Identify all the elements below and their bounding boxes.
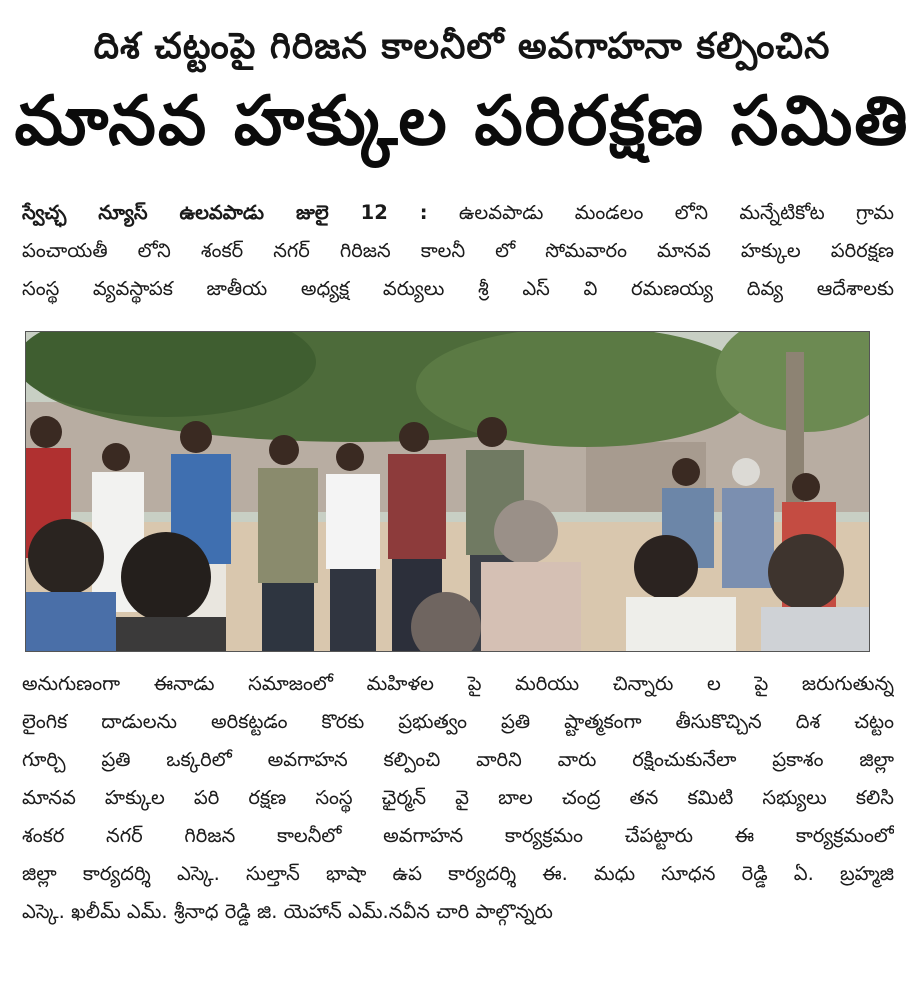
article-line: ఎస్కె. ఖలీమ్ ఎమ్. శ్రీనాధ రెడ్డి జి. యెహాన్ ఎమ్.నవీన చారి పాల్గొన్నరు [22, 900, 553, 923]
article-line: పంచాయతీ లోని శంకర్ నగర్ గిరిజన కాలనీ లో సోమవారం మానవ హక్కుల పరిరక్షణ [22, 239, 894, 262]
article-subheadline: దిశ చట్టంపై గిరిజన కాలనీలో అవగాహనా కల్పించిన [93, 26, 831, 67]
article-line-text: ఉలవపాడు మండలం లోని మన్నేటికోట గ్రామ [458, 201, 894, 224]
article-body-paragraph [22, 665, 894, 931]
article-intro-paragraph [22, 194, 894, 308]
article-line: మానవ హక్కుల పరి రక్షణ సంస్థ ఛైర్మన్ వై బాల చంద్ర తన కమిటి సభ్యులు కలిసి [22, 786, 894, 809]
article-headline: మానవ హక్కుల పరిరక్షణ సమితి [14, 82, 910, 161]
news-photo [25, 331, 870, 652]
article-line: శంకర నగర్ గిరిజన కాలనీలో అవగాహన కార్యక్రమం చేపట్టారు ఈ కార్యక్రమంలో [22, 824, 894, 847]
article-line: జిల్లా కార్యదర్శి ఎస్కె. సుల్తాన్ భాషా ఉప కార్యదర్శి ఈ. మధు సూధన రెడ్డి ఏ. బ్రహ్మజి [22, 862, 894, 885]
dateline: స్వేచ్ఛ న్యూస్ ఉలవపాడు జులై 12 : [22, 201, 428, 224]
group-photo-illustration [26, 332, 870, 652]
article-line: లైంగిక దాడులను అరికట్టడం కొరకు ప్రభుత్వం ప్రతి ష్టాత్మకంగా తీసుకొచ్చిన దిశ చట్టం [22, 710, 894, 733]
article-line: గూర్చి ప్రతి ఒక్కరిలో అవగాహన కల్పించి వారిని వారు రక్షించుకునేలా ప్రకాశం జిల్లా [22, 748, 894, 771]
article-line [22, 194, 894, 232]
article-line: సంస్థ వ్యవస్థాపక జాతీయ అధ్యక్ష వర్యులు శ్రీ ఎస్ వి రమణయ్య దివ్య ఆదేశాలకు [22, 277, 894, 300]
article-line: అనుగుణంగా ఈనాడు సమాజంలో మహిళల పై మరియు చిన్నారు ల పై జరుగుతున్న [22, 672, 894, 695]
